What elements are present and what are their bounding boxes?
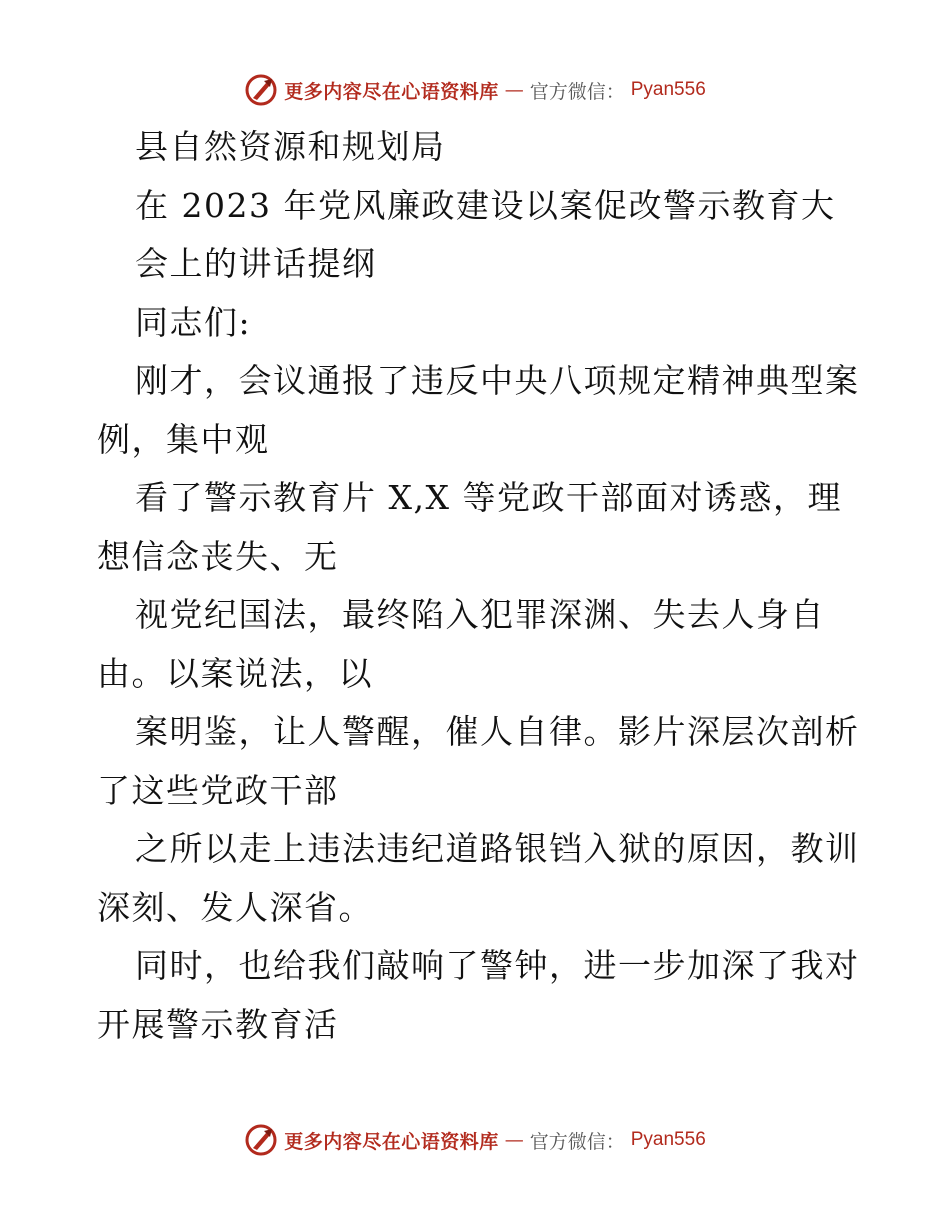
header-watermark: [0, 70, 950, 110]
text-line: 由。以案说法，以: [97, 653, 373, 693]
text-line: 县自然资源和规划局: [135, 127, 446, 166]
text-line: 同时，也给我们敲响了警钟，进一步加深了我对: [135, 946, 860, 985]
document-body: [97, 118, 860, 1054]
watermark-dash: —: [504, 1129, 524, 1151]
quill-logo-icon: [244, 73, 278, 107]
text-line: 刚才，会议通报了违反中央八项规定精神典型案: [135, 361, 860, 400]
watermark-dash: —: [504, 79, 524, 101]
text-line: 开展警示教育活: [97, 1004, 339, 1044]
text-line: 案明鉴，让人警醒，催人自律。影片深层次剖析: [135, 712, 860, 751]
watermark-id: Pyan556: [630, 1129, 706, 1150]
text-line: 同志们:: [135, 302, 252, 342]
quill-logo-icon: [244, 1123, 278, 1157]
text-line: 想信念丧失、无: [97, 536, 339, 576]
text-line: 会上的讲话提纲: [135, 244, 377, 283]
text-line: 视党纪国法，最终陷入犯罪深渊、失去人身自: [135, 595, 825, 634]
watermark-official-label: 官方微信：: [529, 80, 625, 103]
watermark-text: 更多内容尽在心语资料库: [284, 1130, 499, 1153]
watermark-text: 更多内容尽在心语资料库: [284, 80, 499, 103]
text-line: 了这些党政干部: [97, 770, 339, 810]
text-line: 之所以走上违法违纪道路银铛入狱的原因，教训: [135, 829, 860, 868]
text-line: 深刻、发人深省。: [97, 887, 373, 927]
watermark-id: Pyan556: [630, 79, 706, 100]
text-line: 看了警示教育片 X,X 等党政干部面对诱惑，理: [135, 478, 842, 517]
watermark-official-label: 官方微信：: [529, 1130, 625, 1153]
text-line: 例，集中观: [97, 419, 270, 459]
text-line: 在 2023 年党风廉政建设以案促改警示教育大: [135, 185, 836, 225]
footer-watermark: [0, 1120, 950, 1160]
